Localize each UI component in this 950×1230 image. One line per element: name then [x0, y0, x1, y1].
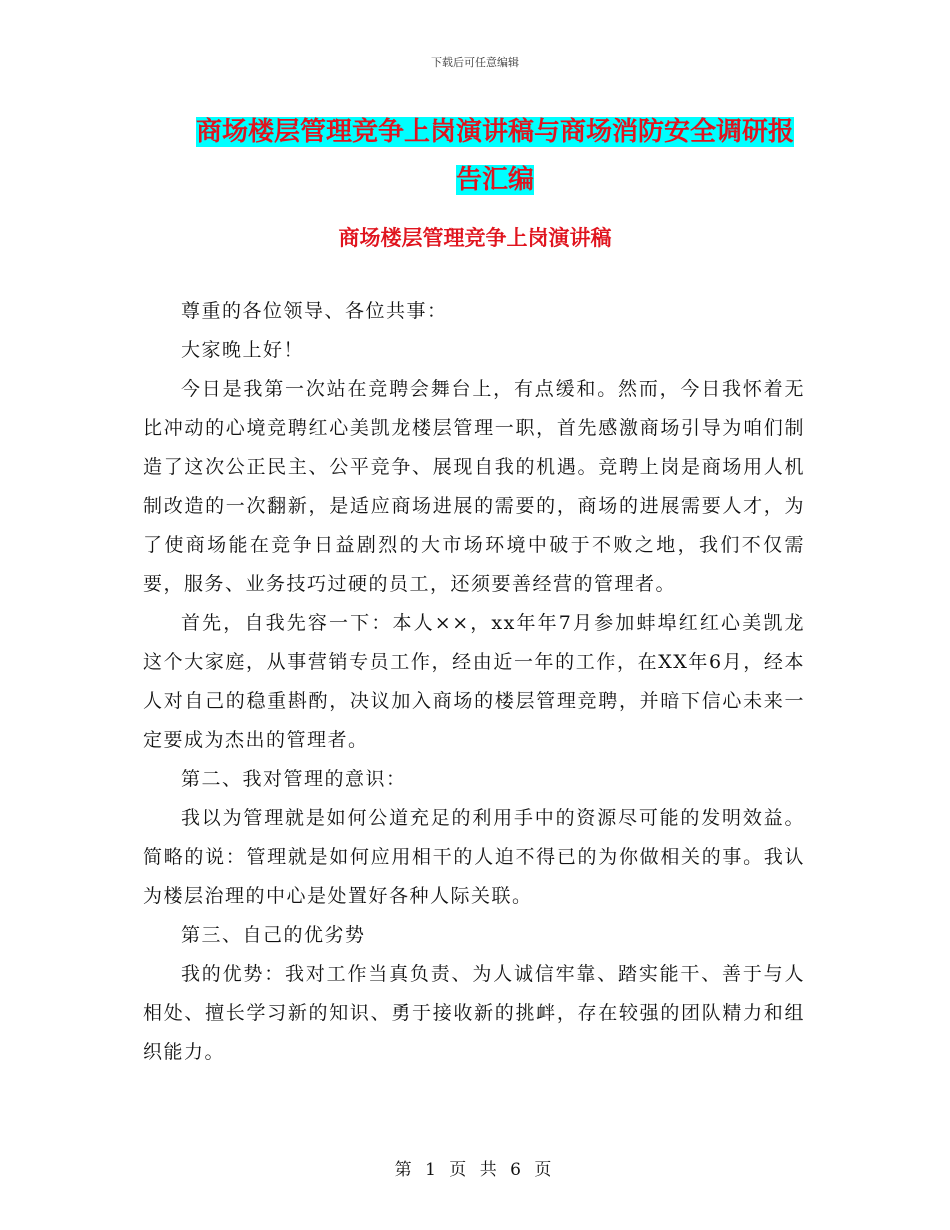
paragraph-heading-2: 第二、我对管理的意识：: [181, 768, 407, 790]
body-text: [143, 292, 805, 1072]
header-note: 下载后可任意编辑: [431, 56, 519, 69]
document-title: [150, 108, 840, 204]
paragraph-salutation: 大家晚上好！: [181, 339, 305, 361]
page-number: 第 1 页 共 6 页: [394, 1160, 556, 1180]
document-title-line-2: 告汇编: [455, 165, 534, 195]
paragraph-strengths: 我的优势：我对工作当真负责、为人诚信牢靠、踏实能干、善于与人相处、擅长学习新的知识、勇于接收新的挑衅，存在较强的团队精力和组织能力。: [143, 963, 805, 1063]
paragraph-intro: 今日是我第一次站在竞聘会舞台上，有点缓和。然而，今日我怀着无比冲动的心境竞聘红心美凯龙楼层管理一职，首先感激商场引导为咱们制造了这次公正民主、公平竞争、展现自我的机遇。竞聘上岗是商场用人机制改造的一次翻新，是适应商场进展的需要的，商场的进展需要人才，为了使商场能在竞争日益剧烈的大市场环境中破于不败之地，我们不仅需要，服务、业务技巧过硬的员工，还须要善经营的管理者。: [143, 378, 805, 595]
paragraph-greeting: 尊重的各位领导、各位共事：: [181, 300, 448, 322]
paragraph-self-intro: 首先，自我先容一下：本人××，xx年年7月参加蚌埠红红心美凯龙这个大家庭，从事营销专员工作，经由近一年的工作，在XX年6月，经本人对自己的稳重斟酌，决议加入商场的楼层管理竞聘，并暗下信心未来一定要成为杰出的管理者。: [143, 612, 805, 751]
paragraph-management: 我以为管理就是如何公道充足的利用手中的资源尽可能的发明效益。简略的说：管理就是如何应用相干的人迫不得已的为你做相关的事。我认为楼层治理的中心是处置好各种人际关联。: [143, 807, 805, 907]
paragraph-heading-3: 第三、自己的优劣势: [181, 924, 366, 946]
document-title-line-1: 商场楼层管理竞争上岗演讲稿与商场消防安全调研报: [195, 117, 794, 147]
section-title: 商场楼层管理竞争上岗演讲稿: [338, 225, 612, 250]
